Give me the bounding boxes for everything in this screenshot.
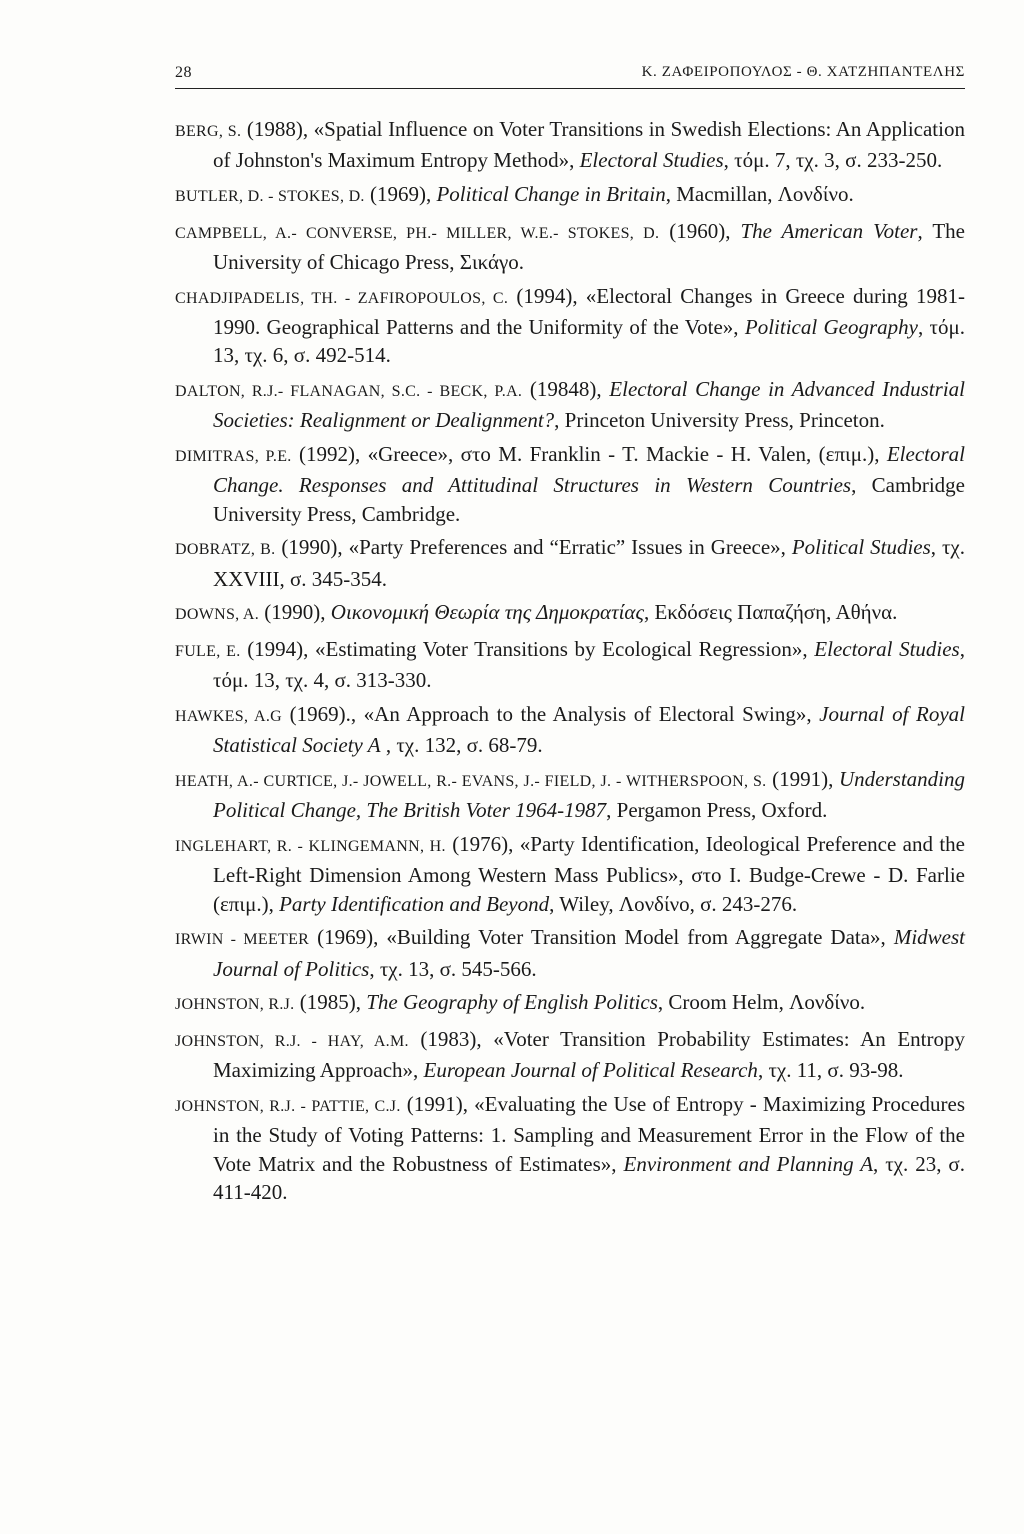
reference-title: Journal of Royal Statistical Society A (213, 702, 965, 758)
reference-author: DIMITRAS, P.E. (175, 448, 292, 465)
reference-details: (1990), «Party Preferences and “Erratic” Issues in Greece», (275, 535, 792, 560)
reference-title: Οικονομική Θεωρία της Δημοκρατίας (330, 600, 644, 625)
reference-publication: , τόμ. 13, τχ. 4, σ. 313-330. (213, 637, 965, 693)
reference-publication: , τχ. 23, σ. 411-420. (213, 1151, 965, 1205)
reference-author: DALTON, R.J.- FLANAGAN, S.C. - BECK, P.A. (175, 383, 523, 400)
reference-details: (1990), (259, 600, 331, 625)
reference-author: JOHNSTON, R.J. - PATTIE, C.J. (175, 1098, 401, 1115)
reference-entry (175, 700, 965, 760)
reference-author: CAMPBELL, A.- CONVERSE, PH.- MILLER, W.E.- STOKES, D. (175, 224, 660, 242)
reference-details: (1960), (659, 218, 741, 243)
reference-title: Electoral Change in Advanced Industrial Societies: Realignment or Dealignment? (213, 377, 965, 433)
reference-publication: , Princeton University Press, Princeton. (554, 408, 885, 433)
reference-publication: , Cambridge University Press, Cambridge. (213, 473, 965, 526)
reference-publication: , τχ. XXVIII, σ. 345-354. (213, 535, 965, 591)
reference-details: (1994), «Electoral Changes in Greece during 1981-1990. Geographical Patterns and the Uniformity of the Vote», (213, 283, 965, 339)
reference-publication: , Macmillan, Λονδίνο. (665, 182, 854, 206)
reference-author: IRWIN - MEETER (175, 931, 310, 949)
reference-entry (175, 1025, 965, 1085)
reference-details: (1969), «Building Voter Transition Model from Aggregate Data», (309, 925, 894, 950)
reference-author: BUTLER, D. - STOKES, D. (175, 188, 365, 205)
reference-details: (1994), «Estimating Voter Transitions by Ecological Regression», (240, 637, 815, 661)
reference-entry (175, 533, 965, 593)
reference-details: (1985), (294, 990, 367, 1015)
reference-entry (175, 830, 965, 918)
reference-entry (175, 180, 965, 211)
reference-author: BERG, S. (175, 123, 242, 140)
reference-title: Electoral Studies (579, 148, 724, 173)
reference-details: (1969), (364, 182, 437, 206)
reference-publication: , τχ. 11, σ. 93-98. (757, 1058, 904, 1083)
reference-details: (1983), «Voter Transition Probability Estimates: An Entropy Maximizing Approach», (213, 1027, 965, 1083)
reference-details: (1976), «Party Identification, Ideological Preference and the Left-Right Dimension Among Western Mass Publics», στο I. Budge-Crewe - D. Farlie (επιμ.), (213, 832, 965, 916)
reference-title: Party Identification and Beyond (279, 891, 550, 916)
reference-publication: , The University of Chicago Press, Σικάγο. (213, 218, 965, 274)
page-number: 28 (175, 64, 192, 81)
reference-details: (1991), (766, 767, 839, 791)
reference-title: The American Voter (740, 218, 918, 243)
reference-entry (175, 217, 965, 277)
reference-details: (19848), (522, 377, 610, 401)
reference-title: Political Change in Britain (436, 182, 666, 206)
reference-entry (175, 988, 965, 1019)
reference-author: HEATH, A.- CURTICE, J.- JOWELL, R.- EVANS, J.- FIELD, J. - WITHERSPOON, S. (175, 773, 767, 790)
reference-list (175, 115, 965, 1212)
reference-author: INGLEHART, R. - KLINGEMANN, H. (175, 838, 446, 855)
reference-title: Understanding Political Change, The British Voter 1964-1987 (213, 767, 965, 823)
reference-publication: , τόμ. 7, τχ. 3, σ. 233-250. (723, 148, 943, 173)
reference-publication: , Croom Helm, Λονδίνο. (657, 990, 866, 1015)
reference-publication: , τχ. 13, σ. 545-566. (369, 956, 537, 981)
reference-author: DOWNS, A. (175, 606, 260, 624)
reference-author: CHADJIPADELIS, TH. - ZAFIROPOULOS, C. (175, 289, 509, 307)
reference-title: Electoral Change. Responses and Attitudinal Structures in Western Countries (213, 442, 965, 498)
reference-publication: , τχ. 132, σ. 68-79. (380, 733, 543, 758)
header-authors: Κ. ΖΑΦΕΙΡΟΠΟΥΛΟΣ - Θ. ΧΑΤΖΗΠΑΝΤΕΛΗΣ (641, 64, 965, 80)
reference-entry (175, 923, 965, 983)
reference-author: FULE, E. (175, 643, 241, 660)
reference-title: Political Geography (744, 315, 918, 339)
reference-author: HAWKES, A.G (175, 708, 283, 725)
reference-details: (1992), «Greece», στο Μ. Franklin - T. Mackie - H. Valen, (επιμ.), (291, 442, 887, 466)
reference-publication: , τόμ. 13, τχ. 6, σ. 492-514. (213, 315, 965, 368)
reference-entry (175, 440, 965, 528)
reference-title: Midwest Journal of Politics (213, 925, 965, 981)
reference-entry (175, 765, 965, 825)
reference-author: DOBRATZ, B. (175, 541, 276, 559)
reference-entry (175, 282, 965, 370)
reference-author: JOHNSTON, R.J. - HAY, A.M. (175, 1033, 409, 1050)
reference-publication: , Pergamon Press, Oxford. (606, 798, 828, 823)
reference-publication: , Wiley, Λονδίνο, σ. 243-276. (549, 891, 798, 916)
reference-details: (1991), «Evaluating the Use of Entropy - Maximizing Procedures in the Study of Voting Patterns: 1. Sampling and Measurement Error in the Flow of the Vote Matrix and the Robustness of Estimates», (213, 1092, 965, 1176)
running-header (175, 62, 965, 89)
reference-entry (175, 115, 965, 175)
reference-author: JOHNSTON, R.J. (175, 996, 295, 1014)
reference-entry (175, 375, 965, 435)
reference-details: (1969)., «An Approach to the Analysis of Electoral Swing», (282, 702, 820, 726)
reference-title: Electoral Studies (814, 637, 960, 661)
reference-title: European Journal of Political Research (423, 1058, 758, 1083)
reference-entry (175, 635, 965, 695)
reference-title: Political Studies (791, 535, 931, 560)
reference-entry (175, 1090, 965, 1207)
reference-entry (175, 598, 965, 629)
reference-title: The Geography of English Politics (366, 990, 658, 1015)
reference-details: (1988), «Spatial Influence on Voter Transitions in Swedish Elections: An Application of Johnston's Maximum Entropy Method», (213, 117, 965, 173)
reference-publication: , Εκδόσεις Παπαζήση, Αθήνα. (643, 600, 898, 625)
reference-title: Environment and Planning A (623, 1151, 874, 1176)
